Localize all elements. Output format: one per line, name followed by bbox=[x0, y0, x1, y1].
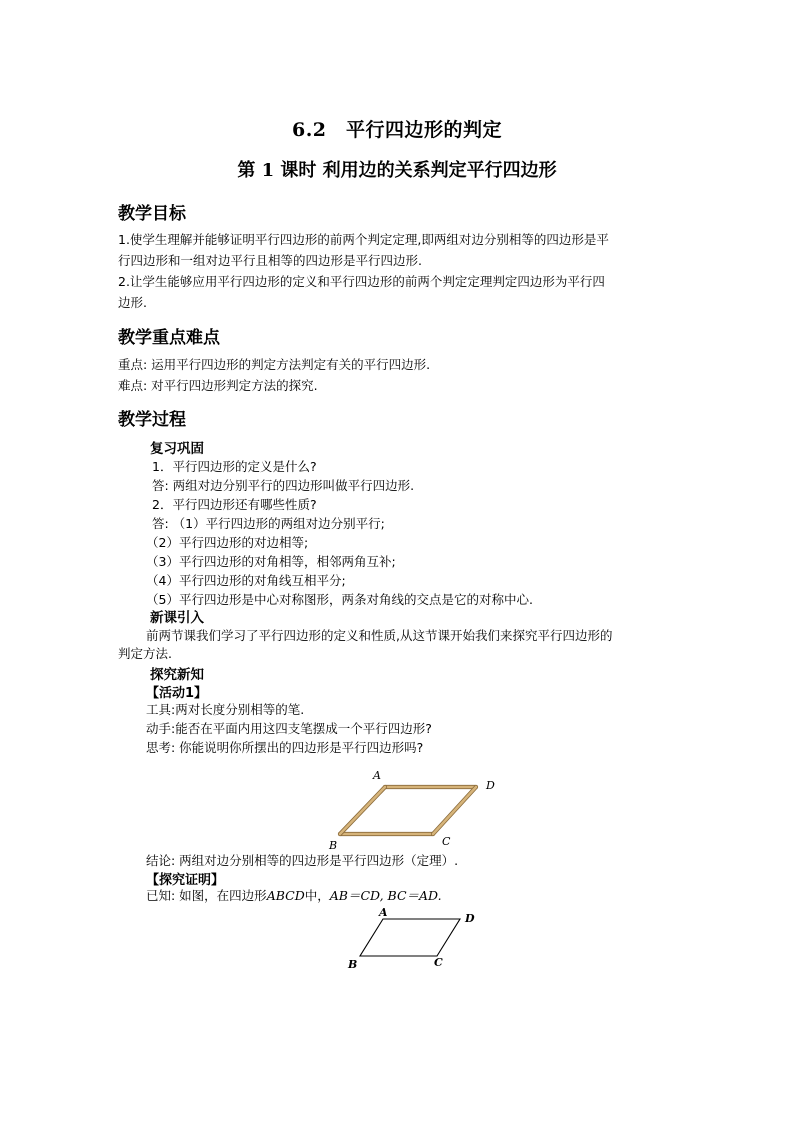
key-heading: 教学重点难点 bbox=[118, 328, 220, 348]
figure1-label-c: C bbox=[442, 835, 451, 848]
given-prefix: 已知: 如图，在四边形 bbox=[146, 888, 267, 903]
figure2-label-c: C bbox=[434, 956, 443, 969]
goals-heading: 教学目标 bbox=[118, 204, 186, 224]
doc-subtitle: 第 1 课时 利用边的关系判定平行四边形 bbox=[237, 160, 557, 181]
review-a1: 答: 两组对边分别平行的四边形叫做平行四边形. bbox=[152, 478, 415, 493]
figure2-label-b: B bbox=[348, 958, 358, 971]
activity-tool: 工具:两对长度分别相等的笔. bbox=[146, 702, 305, 717]
review-title: 复习巩固 bbox=[150, 441, 204, 457]
key-difficulty: 难点: 对平行四边形判定方法的探究. bbox=[118, 378, 318, 393]
activity-think: 思考: 你能说明你所摆出的四边形是平行四边形吗? bbox=[146, 740, 424, 755]
doc-title: 6.2 平行四边形的判定 bbox=[291, 119, 503, 141]
given-quad: ABCD bbox=[266, 888, 305, 903]
figure2-label-d: D bbox=[465, 912, 475, 925]
figure1-label-d: D bbox=[486, 779, 495, 792]
goal-2-line-1: 2.让学生能够应用平行四边形的定义和平行四边形的前两个判定定理判定四边形为平行四 bbox=[118, 274, 605, 289]
proof-tag: 【探究证明】 bbox=[146, 873, 225, 888]
explore-title: 探究新知 bbox=[150, 667, 204, 683]
goal-1-line-1: 1.使学生理解并能够证明平行四边形的前两个判定定理,即两组对边分别相等的四边形是平 bbox=[118, 232, 609, 247]
review-q2: 2．平行四边形还有哪些性质? bbox=[152, 497, 317, 512]
activity-1-tag: 【活动1】 bbox=[146, 686, 208, 701]
key-focus: 重点: 运用平行四边形的判定方法判定有关的平行四边形. bbox=[118, 357, 431, 372]
review-q1: 1．平行四边形的定义是什么? bbox=[152, 459, 317, 474]
process-heading: 教学过程 bbox=[118, 410, 186, 430]
activity-hands-on: 动手:能否在平面内用这四支笔摆成一个平行四边形? bbox=[146, 721, 432, 736]
review-a2-5: （5）平行四边形是中心对称图形，两条对角线的交点是它的对称中心. bbox=[146, 592, 533, 607]
given-equalities: AB＝CD, BC＝AD. bbox=[329, 888, 442, 903]
review-a2-4: （4）平行四边形的对角线互相平分; bbox=[146, 573, 346, 588]
intro-title: 新课引入 bbox=[150, 610, 204, 626]
figure1-label-b: B bbox=[329, 839, 338, 852]
parallelogram-abcd bbox=[360, 919, 460, 956]
review-a2-3: （3）平行四边形的对角相等，相邻两角互补; bbox=[146, 554, 396, 569]
goal-2-line-2: 边形. bbox=[118, 295, 147, 310]
activity-conclusion: 结论: 两组对边分别相等的四边形是平行四边形（定理）. bbox=[146, 853, 459, 868]
goal-1-line-2: 行四边形和一组对边平行且相等的四边形是平行四边形. bbox=[118, 253, 422, 268]
given-mid: 中， bbox=[304, 888, 330, 903]
figure2-label-a: A bbox=[379, 906, 388, 919]
intro-line-2: 判定方法. bbox=[118, 646, 172, 661]
review-a2-1: 答: （1）平行四边形的两组对边分别平行; bbox=[152, 516, 385, 531]
figure1-label-a: A bbox=[373, 769, 381, 782]
review-a2-2: （2）平行四边形的对边相等; bbox=[146, 535, 309, 550]
intro-line-1: 前两节课我们学习了平行四边形的定义和性质,从这节课开始我们来探究平行四边形的 bbox=[146, 628, 613, 643]
